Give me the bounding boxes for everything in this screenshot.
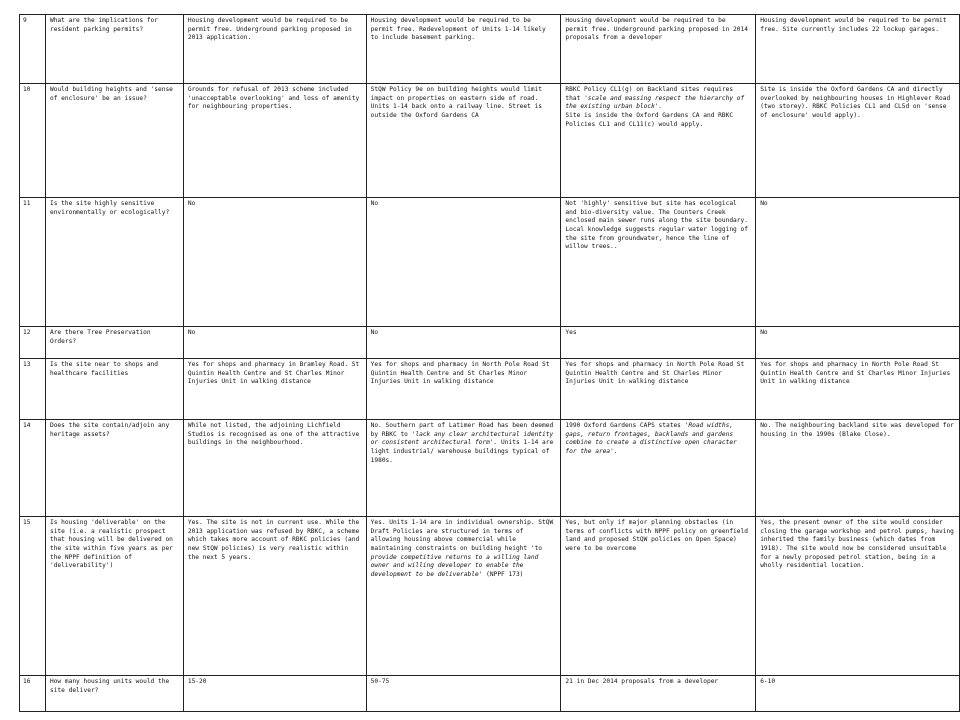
site-4-cell: No [756,198,960,327]
site-4-cell: Housing development would be required to be permit free. Site currently includes 22 lockup garages. [756,15,960,84]
table-row [20,84,960,198]
quoted-policy-text: provide competitive returns to a willing land owner and willing developer to enable the development to be deliverable [370,553,539,579]
row-question: Would building heights and 'sense of enclosure' be an issue? [45,84,183,198]
site-1-cell: No [183,327,366,359]
site-3-cell [561,84,756,198]
row-number: 12 [20,327,46,359]
row-number: 16 [20,676,46,712]
site-2-cell: 50-75 [366,676,561,712]
row-question: Does the site contain/adjoin any heritage assets? [45,420,183,517]
site-4-cell: Site is inside the Oxford Gardens CA and directly overlooked by neighbouring houses in Highlever Road (two storey). RBKC Policies CL1 and CL5d on 'sense of enclosure' would apply). [756,84,960,198]
cell-text: 1990 Oxford Gardens CAPS states [565,422,685,429]
cell-text: RBKC Policy CL1(g) on Backland sites requires that [565,86,734,102]
quoted-policy-text: 'lack any clear architectural identity or consistent architectural form'. [370,430,554,447]
site-1-cell: Yes for shops and pharmacy in Bramley Road. St Quintin Health Centre and St Charles Minor Injuries Unit in walking distance [183,359,366,420]
row-question: Is the site near to shops and healthcare facilities [45,359,183,420]
site-1-cell: Yes. The site is not in current use. While the 2013 application was refused by RBKC, a scheme which takes more account of RBKC policies (and new StQW policies) is very realistic within the next 5 years. [183,517,366,676]
row-number: 14 [20,420,46,517]
quoted-policy-text: 'scale and massing respect the hierarchy of the existing urban block'. [565,94,745,111]
row-question: Is housing 'deliverable' on the site (i.e. a realistic prospect that housing will be delivered on the site within five years as per the NPPF definition of 'deliverability') [45,517,183,676]
cell-text: Site is inside the Oxford Gardens CA and RBKC Policies CL1 and CL11(c) would apply. [565,112,734,128]
row-question: Is the site highly sensitive environmentally or ecologically? [45,198,183,327]
site-4-cell: 6-10 [756,676,960,712]
site-1-cell: Grounds for refusal of 2013 scheme included 'unacceptable overlooking' and loss of amenity for neighbouring properties. [183,84,366,198]
site-4-cell: No [756,327,960,359]
quoted-policy-text: 'Road widths, gaps, return frontages, backlands and gardens combine to create a distinctive open character for the area'. [565,422,737,456]
table-row [20,676,960,712]
site-3-cell: 21 in Dec 2014 proposals from a developer [561,676,756,712]
row-question: How many housing units would the site deliver? [45,676,183,712]
row-number: 13 [20,359,46,420]
site-2-cell: No [366,198,561,327]
site-4-cell: No. The neighbouring backland site was developed for housing in the 1990s (Blake Close). [756,420,960,517]
row-number: 9 [20,15,46,84]
table-row [20,359,960,420]
row-question: Are there Tree Preservation Orders? [45,327,183,359]
site-2-cell: Yes for shops and pharmacy in North Pole Road St Quintin Health Centre and St Charles Minor Injuries Unit in walking distance [366,359,561,420]
table-row [20,420,960,517]
site-3-cell: Yes for shops and pharmacy in North Pole Road St Quintin Health Centre and St Charles Minor Injuries Unit in walking distance [561,359,756,420]
row-number: 10 [20,84,46,198]
table-row [20,15,960,84]
site-1-cell: Housing development would be required to be permit free. Underground parking proposed in 2013 application. [183,15,366,84]
site-3-cell: Not 'highly' sensitive but site has ecological and bio-diversity value. The Counters Creek enclosed main sewer runs along the site boundary. Local knowledge suggests regular water logging of the site from groundwater, hence the line of willow trees.. [561,198,756,327]
site-2-cell [366,517,561,676]
site-3-cell [561,420,756,517]
site-2-cell: StQW Policy 9e on building heights would limit impact on properties on eastern side of road. Units 1-14 back onto a railway line. Street is outside the Oxford Gardens CA [366,84,561,198]
site-3-cell: Yes [561,327,756,359]
row-question: What are the implications for resident parking permits? [45,15,183,84]
site-2-cell: Housing development would be required to be permit free. Redevelopment of Units 1-14 likely to include basement parking. [366,15,561,84]
table-row [20,517,960,676]
cell-text: No. Southern part of Latimer Road has been deemed by RBKC to [370,422,554,438]
site-1-cell: While not listed, the adjoining Lichfield Studios is recognised as one of the attractive buildings in the neighbourhood. [183,420,366,517]
row-number: 11 [20,198,46,327]
site-1-cell: No [183,198,366,327]
table-row [20,327,960,359]
table-row [20,198,960,327]
site-3-cell: Housing development would be required to be permit free. Underground parking proposed in 2014 proposals from a developer [561,15,756,84]
site-3-cell: Yes, but only if major planning obstacles (in terms of conflicts with NPPF policy on greenfield land and proposed StQW policies on Open Space) were to be overcome [561,517,756,676]
cell-text: Units 1-14 are light industrial/ warehouse buildings typical of 1980s. [370,439,554,464]
site-2-cell [366,420,561,517]
cell-text: ' (NPPF 173) [478,571,524,579]
site-2-cell: No [366,327,561,359]
cell-text: Yes. Units 1-14 are in individual ownership. StQW Draft Policies are structured in terms of allowing housing above commercial while maintaining constraints on building height 'to [370,519,554,553]
site-4-cell: Yes, the present owner of the site would consider closing the garage workshop and petrol pumps, having inherited the family business (which dates from 1918). The site would now be considered unsuitable for a newly proposed petrol station, being in a wholly residential location. [756,517,960,676]
row-number: 15 [20,517,46,676]
site-4-cell: Yes for shops and pharmacy in North Pole Road St Quintin Health Centre and St Charles Minor Injuries Unit in walking distance [756,359,960,420]
site-1-cell: 15-20 [183,676,366,712]
comparison-table [19,14,960,712]
